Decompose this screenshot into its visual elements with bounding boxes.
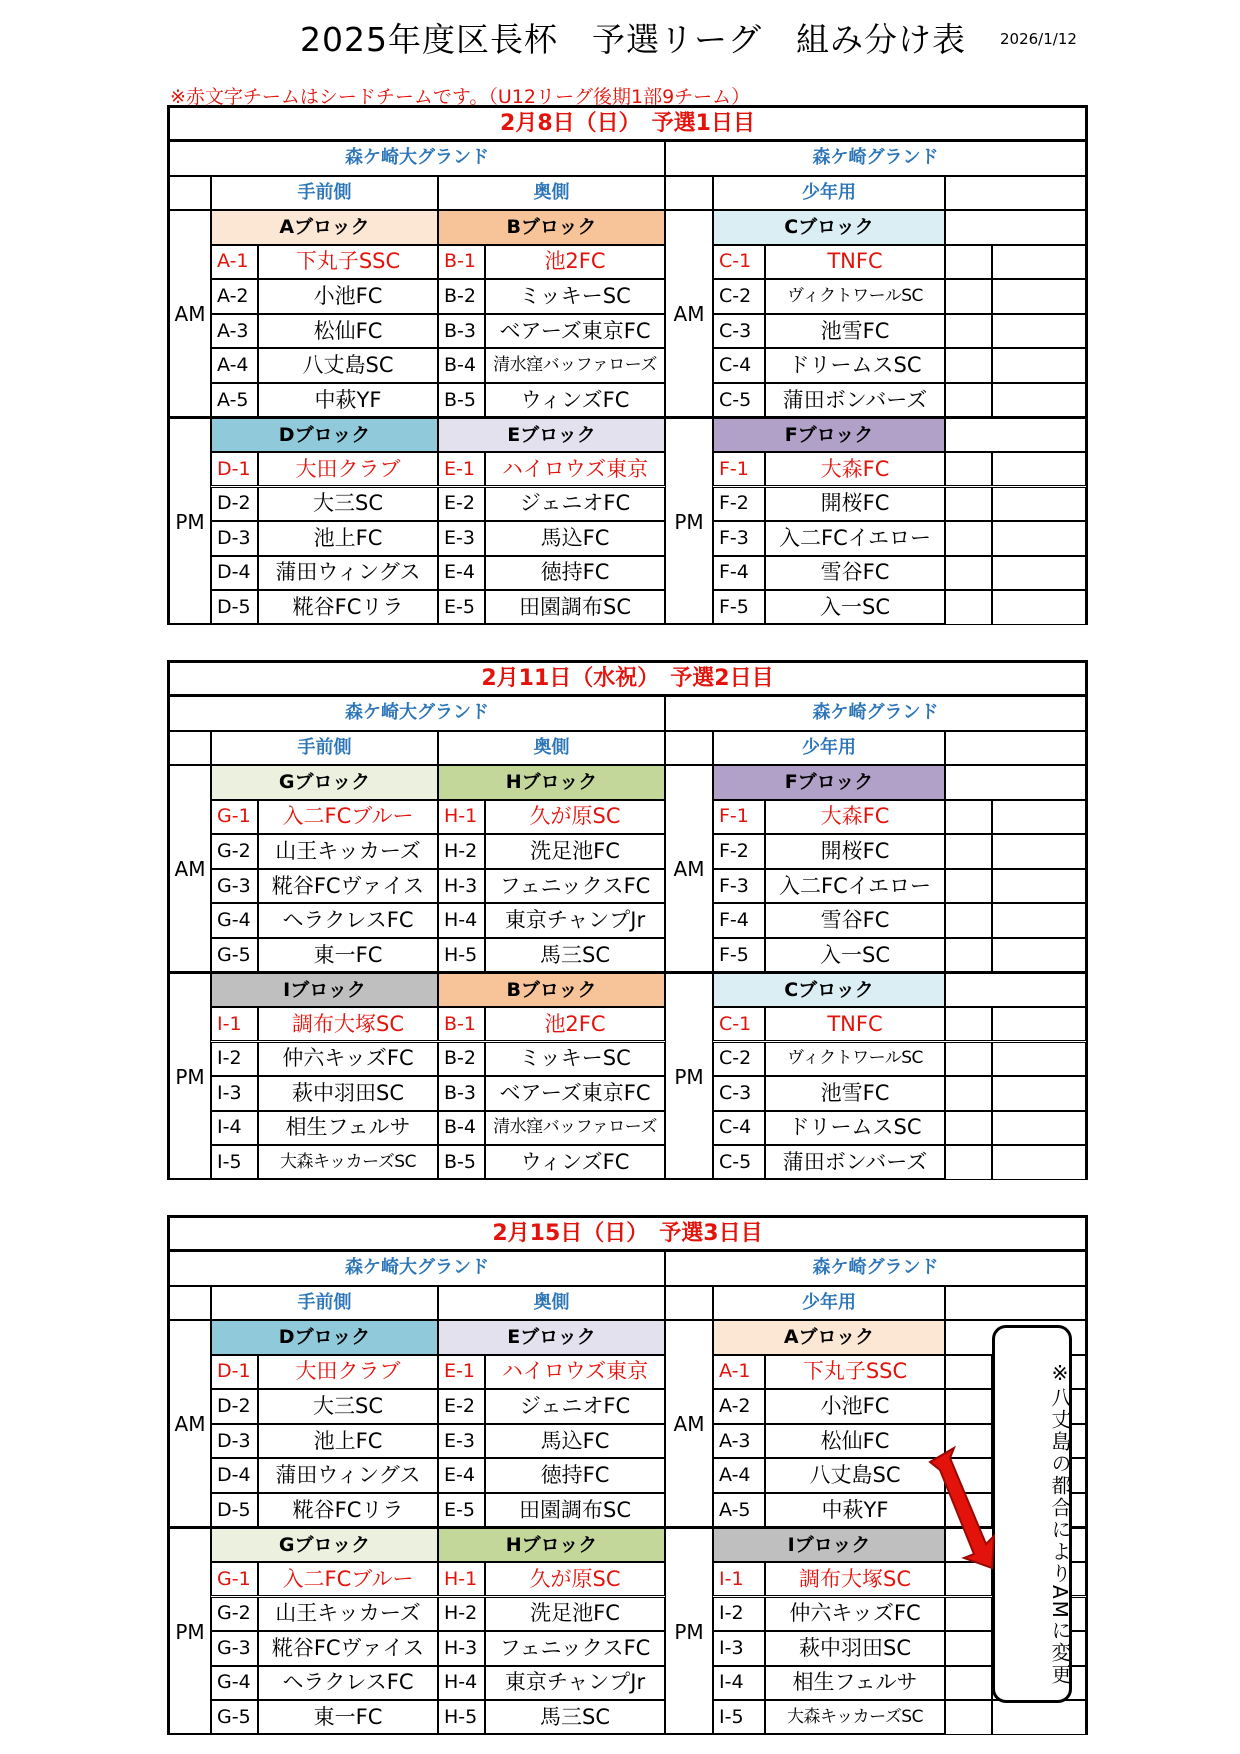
team-code: I-3 — [713, 1631, 765, 1666]
blank-cell — [945, 348, 992, 383]
team-code: I-1 — [713, 1562, 765, 1597]
side-back: 奥側 — [438, 731, 665, 766]
page-title: 2025年度区長杯 予選リーグ 組み分け表 — [300, 20, 966, 59]
blank-cell — [945, 869, 992, 904]
blank-cell — [945, 1145, 992, 1180]
team-name: ベアーズ東京FC — [485, 1076, 665, 1111]
side-youth: 少年用 — [713, 731, 945, 766]
team-name: 入一SC — [765, 938, 945, 973]
team-name: ウィンズFC — [485, 1145, 665, 1180]
team-name: 池上FC — [258, 521, 438, 556]
team-name: 大森キッカーズSC — [258, 1145, 438, 1180]
session-label: AM — [169, 765, 211, 972]
session-label: AM — [169, 210, 211, 417]
team-code: B-5 — [438, 383, 485, 418]
team-code: H-4 — [438, 903, 485, 938]
team-code: C-5 — [713, 383, 765, 418]
team-name: ヴィクトワールSC — [765, 279, 945, 314]
team-name: 大三SC — [258, 1389, 438, 1424]
team-code: I-4 — [211, 1111, 258, 1146]
side-front: 手前側 — [211, 731, 438, 766]
session-label: PM — [169, 417, 211, 624]
seed-note: ※赤文字チームはシードチームです。（U12リーグ後期1部9チーム） — [170, 86, 751, 108]
blank-cell — [945, 521, 992, 556]
blank-cell — [992, 1700, 1086, 1735]
team-code: I-4 — [713, 1666, 765, 1701]
team-code: H-5 — [438, 938, 485, 973]
blank-cell — [945, 731, 1086, 766]
team-name: 東京チャンプJr — [485, 1666, 665, 1701]
team-name: 田園調布SC — [485, 1493, 665, 1528]
team-code: A-1 — [211, 245, 258, 280]
blank-cell — [992, 452, 1086, 487]
team-code: G-3 — [211, 869, 258, 904]
blank-cell — [945, 1700, 992, 1735]
team-name: 開桜FC — [765, 487, 945, 522]
block-header-b: Bブロック — [438, 210, 665, 245]
blank-cell — [945, 1007, 992, 1042]
team-code: G-5 — [211, 1700, 258, 1735]
team-code: D-4 — [211, 1458, 258, 1493]
team-code: F-2 — [713, 487, 765, 522]
team-name: 入二FCブルー — [258, 800, 438, 835]
team-code: H-3 — [438, 1631, 485, 1666]
blank-cell — [992, 834, 1086, 869]
blank-cell — [945, 1111, 992, 1146]
block-header-g: Gブロック — [211, 765, 438, 800]
team-code: F-2 — [713, 834, 765, 869]
blank-cell — [945, 314, 992, 349]
team-name: ヴィクトワールSC — [765, 1042, 945, 1077]
block-header-h: Hブロック — [438, 765, 665, 800]
team-code: I-3 — [211, 1076, 258, 1111]
session-label: PM — [665, 1527, 713, 1734]
team-name: 小池FC — [258, 279, 438, 314]
team-code: D-1 — [211, 452, 258, 487]
team-code: F-4 — [713, 903, 765, 938]
blank-cell — [945, 972, 1086, 1007]
team-code: D-2 — [211, 487, 258, 522]
team-code: E-5 — [438, 1493, 485, 1528]
side-back: 奥側 — [438, 1286, 665, 1321]
venue-left: 森ケ崎大グランド — [169, 1251, 665, 1286]
blank-cell — [945, 938, 992, 973]
team-code: C-3 — [713, 1076, 765, 1111]
team-name: 糀谷FCリラ — [258, 1493, 438, 1528]
venue-left: 森ケ崎大グランド — [169, 141, 665, 176]
team-code: D-3 — [211, 521, 258, 556]
blank-cell — [992, 903, 1086, 938]
blank-cell — [992, 556, 1086, 591]
team-name: フェニックスFC — [485, 869, 665, 904]
team-code: A-3 — [211, 314, 258, 349]
team-name: 大森FC — [765, 800, 945, 835]
team-name: ミッキーSC — [485, 1042, 665, 1077]
team-code: I-5 — [211, 1145, 258, 1180]
blank-cell — [945, 1597, 992, 1632]
team-code: B-4 — [438, 1111, 485, 1146]
blank-cell — [992, 869, 1086, 904]
team-name: 洗足池FC — [485, 834, 665, 869]
day-header: 2月15日（日） 予選3日目 — [169, 1217, 1086, 1251]
blank-cell — [945, 1042, 992, 1077]
team-code: A-3 — [713, 1424, 765, 1459]
team-code: D-2 — [211, 1389, 258, 1424]
team-code: B-4 — [438, 348, 485, 383]
team-code: F-5 — [713, 938, 765, 973]
team-name: 大森FC — [765, 452, 945, 487]
team-code: E-3 — [438, 521, 485, 556]
team-name: 中萩YF — [258, 383, 438, 418]
blank-cell — [945, 383, 992, 418]
team-code: B-1 — [438, 245, 485, 280]
team-code: A-4 — [211, 348, 258, 383]
team-code: H-1 — [438, 1562, 485, 1597]
team-name: 馬三SC — [485, 938, 665, 973]
team-name: 大森キッカーズSC — [765, 1700, 945, 1735]
blank-cell — [992, 1042, 1086, 1077]
team-name: 入一SC — [765, 590, 945, 625]
team-code: G-1 — [211, 800, 258, 835]
blank-cell — [992, 590, 1086, 625]
block-header-d: Dブロック — [211, 1320, 438, 1355]
session-label: PM — [169, 972, 211, 1179]
team-name: 下丸子SSC — [765, 1355, 945, 1390]
team-code: A-5 — [211, 383, 258, 418]
team-name: 馬三SC — [485, 1700, 665, 1735]
team-name: 相生フェルサ — [765, 1666, 945, 1701]
venue-right: 森ケ崎グランド — [665, 141, 1086, 176]
team-code: C-5 — [713, 1145, 765, 1180]
team-name: ハイロウズ東京 — [485, 1355, 665, 1390]
team-name: 萩中羽田SC — [765, 1631, 945, 1666]
team-code: F-4 — [713, 556, 765, 591]
blank-cell — [945, 590, 992, 625]
team-code: H-2 — [438, 834, 485, 869]
blank-cell — [945, 417, 1086, 452]
team-code: G-2 — [211, 834, 258, 869]
team-name: 糀谷FCヴァイス — [258, 869, 438, 904]
block-header-c: Cブロック — [713, 972, 945, 1007]
team-name: 下丸子SSC — [258, 245, 438, 280]
block-header-h: Hブロック — [438, 1527, 665, 1562]
blank-cell — [169, 176, 211, 211]
blank-cell — [945, 176, 1086, 211]
team-name: 大田クラブ — [258, 1355, 438, 1390]
team-name: ヘラクレスFC — [258, 903, 438, 938]
team-code: C-4 — [713, 1111, 765, 1146]
team-name: 蒲田ウィングス — [258, 556, 438, 591]
block-header-a: Aブロック — [211, 210, 438, 245]
team-code: H-2 — [438, 1597, 485, 1632]
blank-cell — [169, 731, 211, 766]
team-name: 久が原SC — [485, 1562, 665, 1597]
team-code: B-5 — [438, 1145, 485, 1180]
team-name: 調布大塚SC — [765, 1562, 945, 1597]
blank-cell — [992, 1145, 1086, 1180]
team-code: B-1 — [438, 1007, 485, 1042]
team-code: E-4 — [438, 1458, 485, 1493]
team-code: B-3 — [438, 1076, 485, 1111]
team-code: B-2 — [438, 279, 485, 314]
team-code: I-5 — [713, 1700, 765, 1735]
blank-cell — [945, 487, 992, 522]
team-code: F-1 — [713, 452, 765, 487]
blank-cell — [945, 903, 992, 938]
team-name: ベアーズ東京FC — [485, 314, 665, 349]
block-header-a: Aブロック — [713, 1320, 945, 1355]
team-name: 仲六キッズFC — [765, 1597, 945, 1632]
arrow-shape — [930, 1448, 994, 1568]
team-name: 八丈島SC — [258, 348, 438, 383]
team-name: 馬込FC — [485, 1424, 665, 1459]
team-code: D-5 — [211, 1493, 258, 1528]
block-header-b: Bブロック — [438, 972, 665, 1007]
session-label: PM — [665, 972, 713, 1179]
team-code: A-5 — [713, 1493, 765, 1528]
blank-cell — [945, 800, 992, 835]
team-name: ヘラクレスFC — [258, 1666, 438, 1701]
team-name: 徳持FC — [485, 556, 665, 591]
block-header-i: Iブロック — [211, 972, 438, 1007]
team-name: 池2FC — [485, 245, 665, 280]
team-name: 池雪FC — [765, 1076, 945, 1111]
blank-cell — [992, 1111, 1086, 1146]
blank-cell — [992, 487, 1086, 522]
team-name: 蒲田ウィングス — [258, 1458, 438, 1493]
team-name: 清水窪バッファローズ — [485, 1111, 665, 1146]
schedule-change-callout — [992, 1325, 1072, 1703]
session-label: AM — [665, 765, 713, 972]
team-code: C-2 — [713, 279, 765, 314]
day-1-table — [167, 105, 1088, 625]
team-name: 池雪FC — [765, 314, 945, 349]
team-code: C-4 — [713, 348, 765, 383]
team-name: 八丈島SC — [765, 1458, 945, 1493]
team-code: A-2 — [211, 279, 258, 314]
block-header-f: Fブロック — [713, 765, 945, 800]
team-code: C-1 — [713, 1007, 765, 1042]
team-code: E-1 — [438, 1355, 485, 1390]
block-header-c: Cブロック — [713, 210, 945, 245]
team-code: E-5 — [438, 590, 485, 625]
blank-cell — [945, 245, 992, 280]
blank-cell — [992, 521, 1086, 556]
team-code: H-1 — [438, 800, 485, 835]
team-name: 糀谷FCヴァイス — [258, 1631, 438, 1666]
team-code: D-4 — [211, 556, 258, 591]
team-name: 東京チャンプJr — [485, 903, 665, 938]
block-header-d: Dブロック — [211, 417, 438, 452]
side-back: 奥側 — [438, 176, 665, 211]
team-code: E-2 — [438, 487, 485, 522]
team-code: B-2 — [438, 1042, 485, 1077]
team-name: 池上FC — [258, 1424, 438, 1459]
team-name: ミッキーSC — [485, 279, 665, 314]
team-name: 調布大塚SC — [258, 1007, 438, 1042]
team-name: 入二FCイエロー — [765, 521, 945, 556]
team-name: フェニックスFC — [485, 1631, 665, 1666]
blank-cell — [945, 1355, 992, 1390]
team-name: 徳持FC — [485, 1458, 665, 1493]
blank-cell — [945, 765, 1086, 800]
venue-right: 森ケ崎グランド — [665, 1251, 1086, 1286]
day-2-table — [167, 660, 1088, 1180]
blank-cell — [665, 1286, 713, 1321]
team-name: 大三SC — [258, 487, 438, 522]
team-name: TNFC — [765, 1007, 945, 1042]
team-code: G-1 — [211, 1562, 258, 1597]
team-code: C-2 — [713, 1042, 765, 1077]
team-name: TNFC — [765, 245, 945, 280]
team-code: D-5 — [211, 590, 258, 625]
team-code: F-5 — [713, 590, 765, 625]
blank-cell — [665, 176, 713, 211]
blank-cell — [169, 1286, 211, 1321]
team-name: 洗足池FC — [485, 1597, 665, 1632]
blank-cell — [945, 556, 992, 591]
blank-cell — [992, 245, 1086, 280]
team-code: G-2 — [211, 1597, 258, 1632]
blank-cell — [665, 731, 713, 766]
blank-cell — [992, 348, 1086, 383]
blank-cell — [992, 383, 1086, 418]
team-code: G-4 — [211, 1666, 258, 1701]
side-youth: 少年用 — [713, 176, 945, 211]
session-label: AM — [169, 1320, 211, 1527]
blank-cell — [945, 1631, 992, 1666]
team-code: B-3 — [438, 314, 485, 349]
blank-cell — [992, 1076, 1086, 1111]
team-code: A-2 — [713, 1389, 765, 1424]
blank-cell — [945, 279, 992, 314]
team-code: C-1 — [713, 245, 765, 280]
day-header: 2月8日（日） 予選1日目 — [169, 107, 1086, 141]
team-code: I-1 — [211, 1007, 258, 1042]
blank-cell — [992, 938, 1086, 973]
team-name: ハイロウズ東京 — [485, 452, 665, 487]
blank-cell — [992, 800, 1086, 835]
team-name: ウィンズFC — [485, 383, 665, 418]
team-code: G-4 — [211, 903, 258, 938]
team-name: 小池FC — [765, 1389, 945, 1424]
team-code: F-1 — [713, 800, 765, 835]
blank-cell — [992, 314, 1086, 349]
document-date: 2026/1/12 — [1000, 30, 1077, 48]
team-name: 蒲田ボンバーズ — [765, 1145, 945, 1180]
team-name: 松仙FC — [765, 1424, 945, 1459]
blank-cell — [945, 210, 1086, 245]
team-code: E-2 — [438, 1389, 485, 1424]
blank-cell — [992, 1007, 1086, 1042]
team-name: 入二FCイエロー — [765, 869, 945, 904]
venue-left: 森ケ崎大グランド — [169, 696, 665, 731]
team-name: ジェニオFC — [485, 1389, 665, 1424]
team-code: E-3 — [438, 1424, 485, 1459]
blank-cell — [945, 834, 992, 869]
session-label: PM — [665, 417, 713, 624]
team-name: ドリームスSC — [765, 348, 945, 383]
side-front: 手前側 — [211, 1286, 438, 1321]
team-name: 大田クラブ — [258, 452, 438, 487]
blank-cell — [945, 1076, 992, 1111]
venue-right: 森ケ崎グランド — [665, 696, 1086, 731]
team-name: 山王キッカーズ — [258, 834, 438, 869]
team-code: A-4 — [713, 1458, 765, 1493]
team-code: H-4 — [438, 1666, 485, 1701]
team-name: 雪谷FC — [765, 556, 945, 591]
team-code: G-5 — [211, 938, 258, 973]
team-name: 入二FCブルー — [258, 1562, 438, 1597]
block-header-e: Eブロック — [438, 1320, 665, 1355]
team-name: 中萩YF — [765, 1493, 945, 1528]
team-code: D-3 — [211, 1424, 258, 1459]
team-code: H-3 — [438, 869, 485, 904]
team-code: C-3 — [713, 314, 765, 349]
team-name: ジェニオFC — [485, 487, 665, 522]
team-code: I-2 — [211, 1042, 258, 1077]
session-label: PM — [169, 1527, 211, 1734]
team-name: ドリームスSC — [765, 1111, 945, 1146]
callout-text: ※八丈島の都合によりAMに変更 — [1048, 1360, 1072, 1686]
double-arrow-icon — [920, 1440, 1000, 1580]
blank-cell — [945, 452, 992, 487]
team-name: 田園調布SC — [485, 590, 665, 625]
block-header-f: Fブロック — [713, 417, 945, 452]
team-name: 東一FC — [258, 1700, 438, 1735]
team-name: 池2FC — [485, 1007, 665, 1042]
team-code: E-1 — [438, 452, 485, 487]
team-name: 東一FC — [258, 938, 438, 973]
blank-cell — [945, 1666, 992, 1701]
team-code: I-2 — [713, 1597, 765, 1632]
block-header-e: Eブロック — [438, 417, 665, 452]
block-header-i: Iブロック — [713, 1527, 945, 1562]
team-code: D-1 — [211, 1355, 258, 1390]
team-name: 仲六キッズFC — [258, 1042, 438, 1077]
block-header-g: Gブロック — [211, 1527, 438, 1562]
team-name: 相生フェルサ — [258, 1111, 438, 1146]
team-code: F-3 — [713, 521, 765, 556]
team-name: 糀谷FCリラ — [258, 590, 438, 625]
team-code: A-1 — [713, 1355, 765, 1390]
side-front: 手前側 — [211, 176, 438, 211]
blank-cell — [945, 1286, 1086, 1321]
team-name: 雪谷FC — [765, 903, 945, 938]
team-name: 松仙FC — [258, 314, 438, 349]
team-name: 清水窪バッファローズ — [485, 348, 665, 383]
blank-cell — [992, 279, 1086, 314]
blank-cell — [945, 1389, 992, 1424]
team-name: 蒲田ボンバーズ — [765, 383, 945, 418]
session-label: AM — [665, 1320, 713, 1527]
team-name: 萩中羽田SC — [258, 1076, 438, 1111]
team-name: 山王キッカーズ — [258, 1597, 438, 1632]
team-code: H-5 — [438, 1700, 485, 1735]
team-name: 開桜FC — [765, 834, 945, 869]
side-youth: 少年用 — [713, 1286, 945, 1321]
team-code: E-4 — [438, 556, 485, 591]
team-code: F-3 — [713, 869, 765, 904]
team-code: G-3 — [211, 1631, 258, 1666]
day-header: 2月11日（水祝） 予選2日目 — [169, 662, 1086, 696]
session-label: AM — [665, 210, 713, 417]
team-name: 久が原SC — [485, 800, 665, 835]
team-name: 馬込FC — [485, 521, 665, 556]
